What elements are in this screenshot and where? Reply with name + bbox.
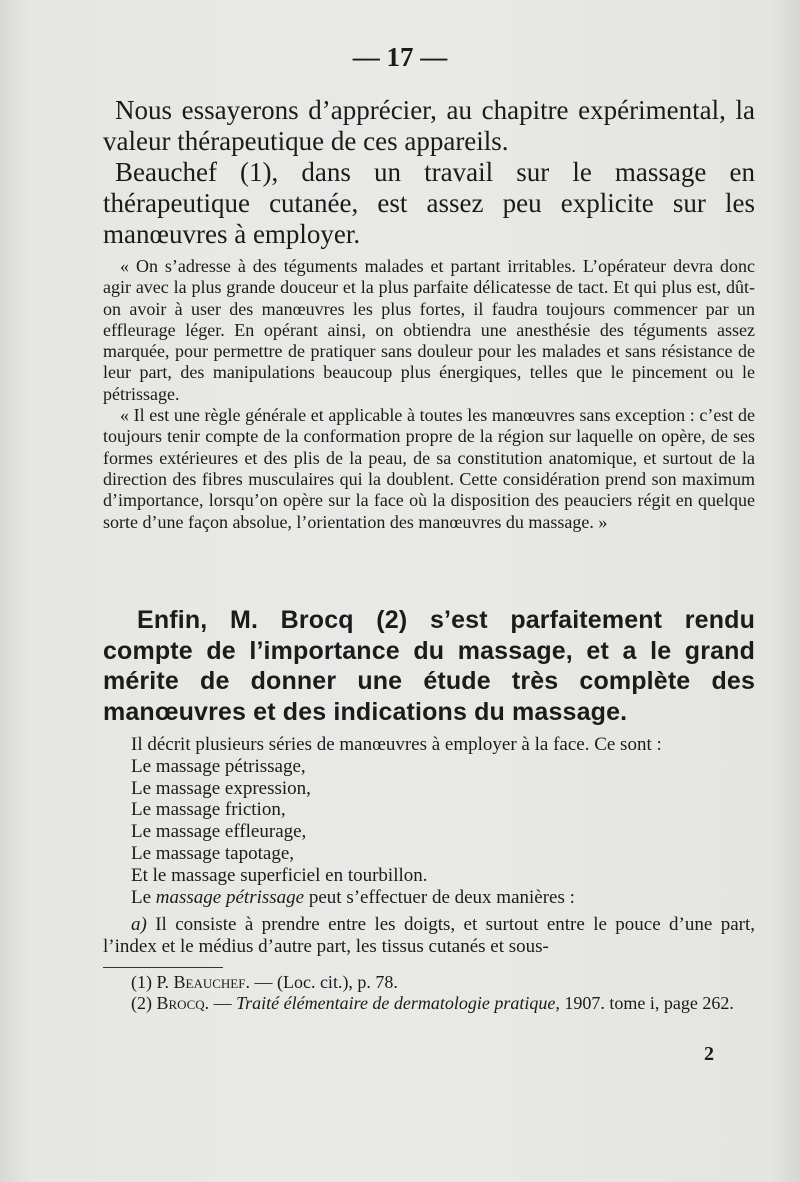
petrissage-lead: Le xyxy=(131,886,152,908)
footnote-1-marker: (1) xyxy=(131,972,152,992)
petrissage-line xyxy=(103,887,755,909)
point-a-label: a) xyxy=(131,914,147,936)
point-a-paragraph xyxy=(103,914,755,958)
signature-mark: 2 xyxy=(704,1043,714,1065)
footnote-2-sep: — xyxy=(213,993,232,1013)
footnote-2-marker: (2) xyxy=(131,993,152,1013)
petrissage-term: massage pétrissage xyxy=(155,886,305,908)
list-item: Et le massage superficiel en tourbillon. xyxy=(131,864,428,886)
maneuvers-list xyxy=(103,756,755,887)
footnotes xyxy=(103,972,763,1014)
footnote-2-title: Traité élémentaire de dermatologie pratique, xyxy=(236,993,560,1013)
list-item: Le massage tapotage, xyxy=(131,842,295,864)
petrissage-rest: peut s’effectuer de deux manières : xyxy=(308,886,575,908)
list-item: Le massage expression, xyxy=(131,777,311,799)
maneuvers-section xyxy=(103,734,755,958)
intro-paragraph-1: Nous essayerons d’apprécier, au chapitre expérimental, la valeur thérapeutique de ces appareils. xyxy=(103,95,755,156)
footnote-1 xyxy=(103,972,763,993)
intro-paragraph-2: Beauchef (1), dans un travail sur le massage en thérapeutique cutanée, est assez peu explicite sur les manœuvres à employer. xyxy=(103,157,755,249)
point-a-text: Il consiste à prendre entre les doigts, et surtout entre le pouce d’une part, l’index et le médius d’autre part, les tissus cutanés et sous- xyxy=(103,914,755,958)
list-item: Le massage pétrissage, xyxy=(131,755,306,777)
brocq-paragraph: Enfin, M. Brocq (2) s’est parfaitement rendu compte de l’importance du massage, et a le grand mérite de donner une étude très complète des manœuvres et des indications du massage. xyxy=(103,606,755,726)
quote-paragraph-1: « On s’adresse à des téguments malades et partant irritables. L’opérateur devra donc agir avec la plus grande douceur et la plus parfaite délicatesse de tact. Et qui plus est, dût-on avoir à user des manœuvres les plus fortes, il faudra toujours commencer par un effleurage léger. En opérant ainsi, on obtiendra une anesthésie des téguments assez marquée, pour permettre de pratiquer sans douleur pour les malades et sans résistance de leur part, des manipulations beaucoup plus énergiques, telles que le pincement ou le pétrissage. xyxy=(103,256,755,404)
footnote-divider xyxy=(103,967,223,968)
quote-section xyxy=(103,256,755,533)
page-number: — 17 — xyxy=(352,42,448,72)
intro-section xyxy=(103,95,755,250)
brocq-section xyxy=(103,605,755,727)
footnote-2-author: Brocq. xyxy=(156,993,210,1013)
footnote-2 xyxy=(103,993,763,1014)
list-item: Le massage effleurage, xyxy=(131,821,307,843)
quote-paragraph-2: « Il est une règle générale et applicable à toutes les manœuvres sans exception : c’est de toujours tenir compte de la conformation propre de la région sur laquelle on opère, de ses formes extérieures et des plis de la peau, de sa constitution anatomique, et surtout de la direction des fibres musculaires qui la doublent. Cette considération prend son maximum d’importance, lorsqu’on opère sur la face où la disposition des peauciers régit en quelque sorte d’une façon absolue, l’orientation des manœuvres du massage. » xyxy=(103,405,755,532)
footnote-2-text: 1907. tome i, page 262. xyxy=(564,993,734,1013)
list-intro: Il décrit plusieurs séries de manœuvres à employer à la face. Ce sont : xyxy=(131,734,662,755)
list-item: Le massage friction, xyxy=(131,799,286,821)
footnote-1-text: — (Loc. cit.), p. 78. xyxy=(254,972,398,992)
footnote-1-author: P. Beauchef. xyxy=(156,972,250,992)
